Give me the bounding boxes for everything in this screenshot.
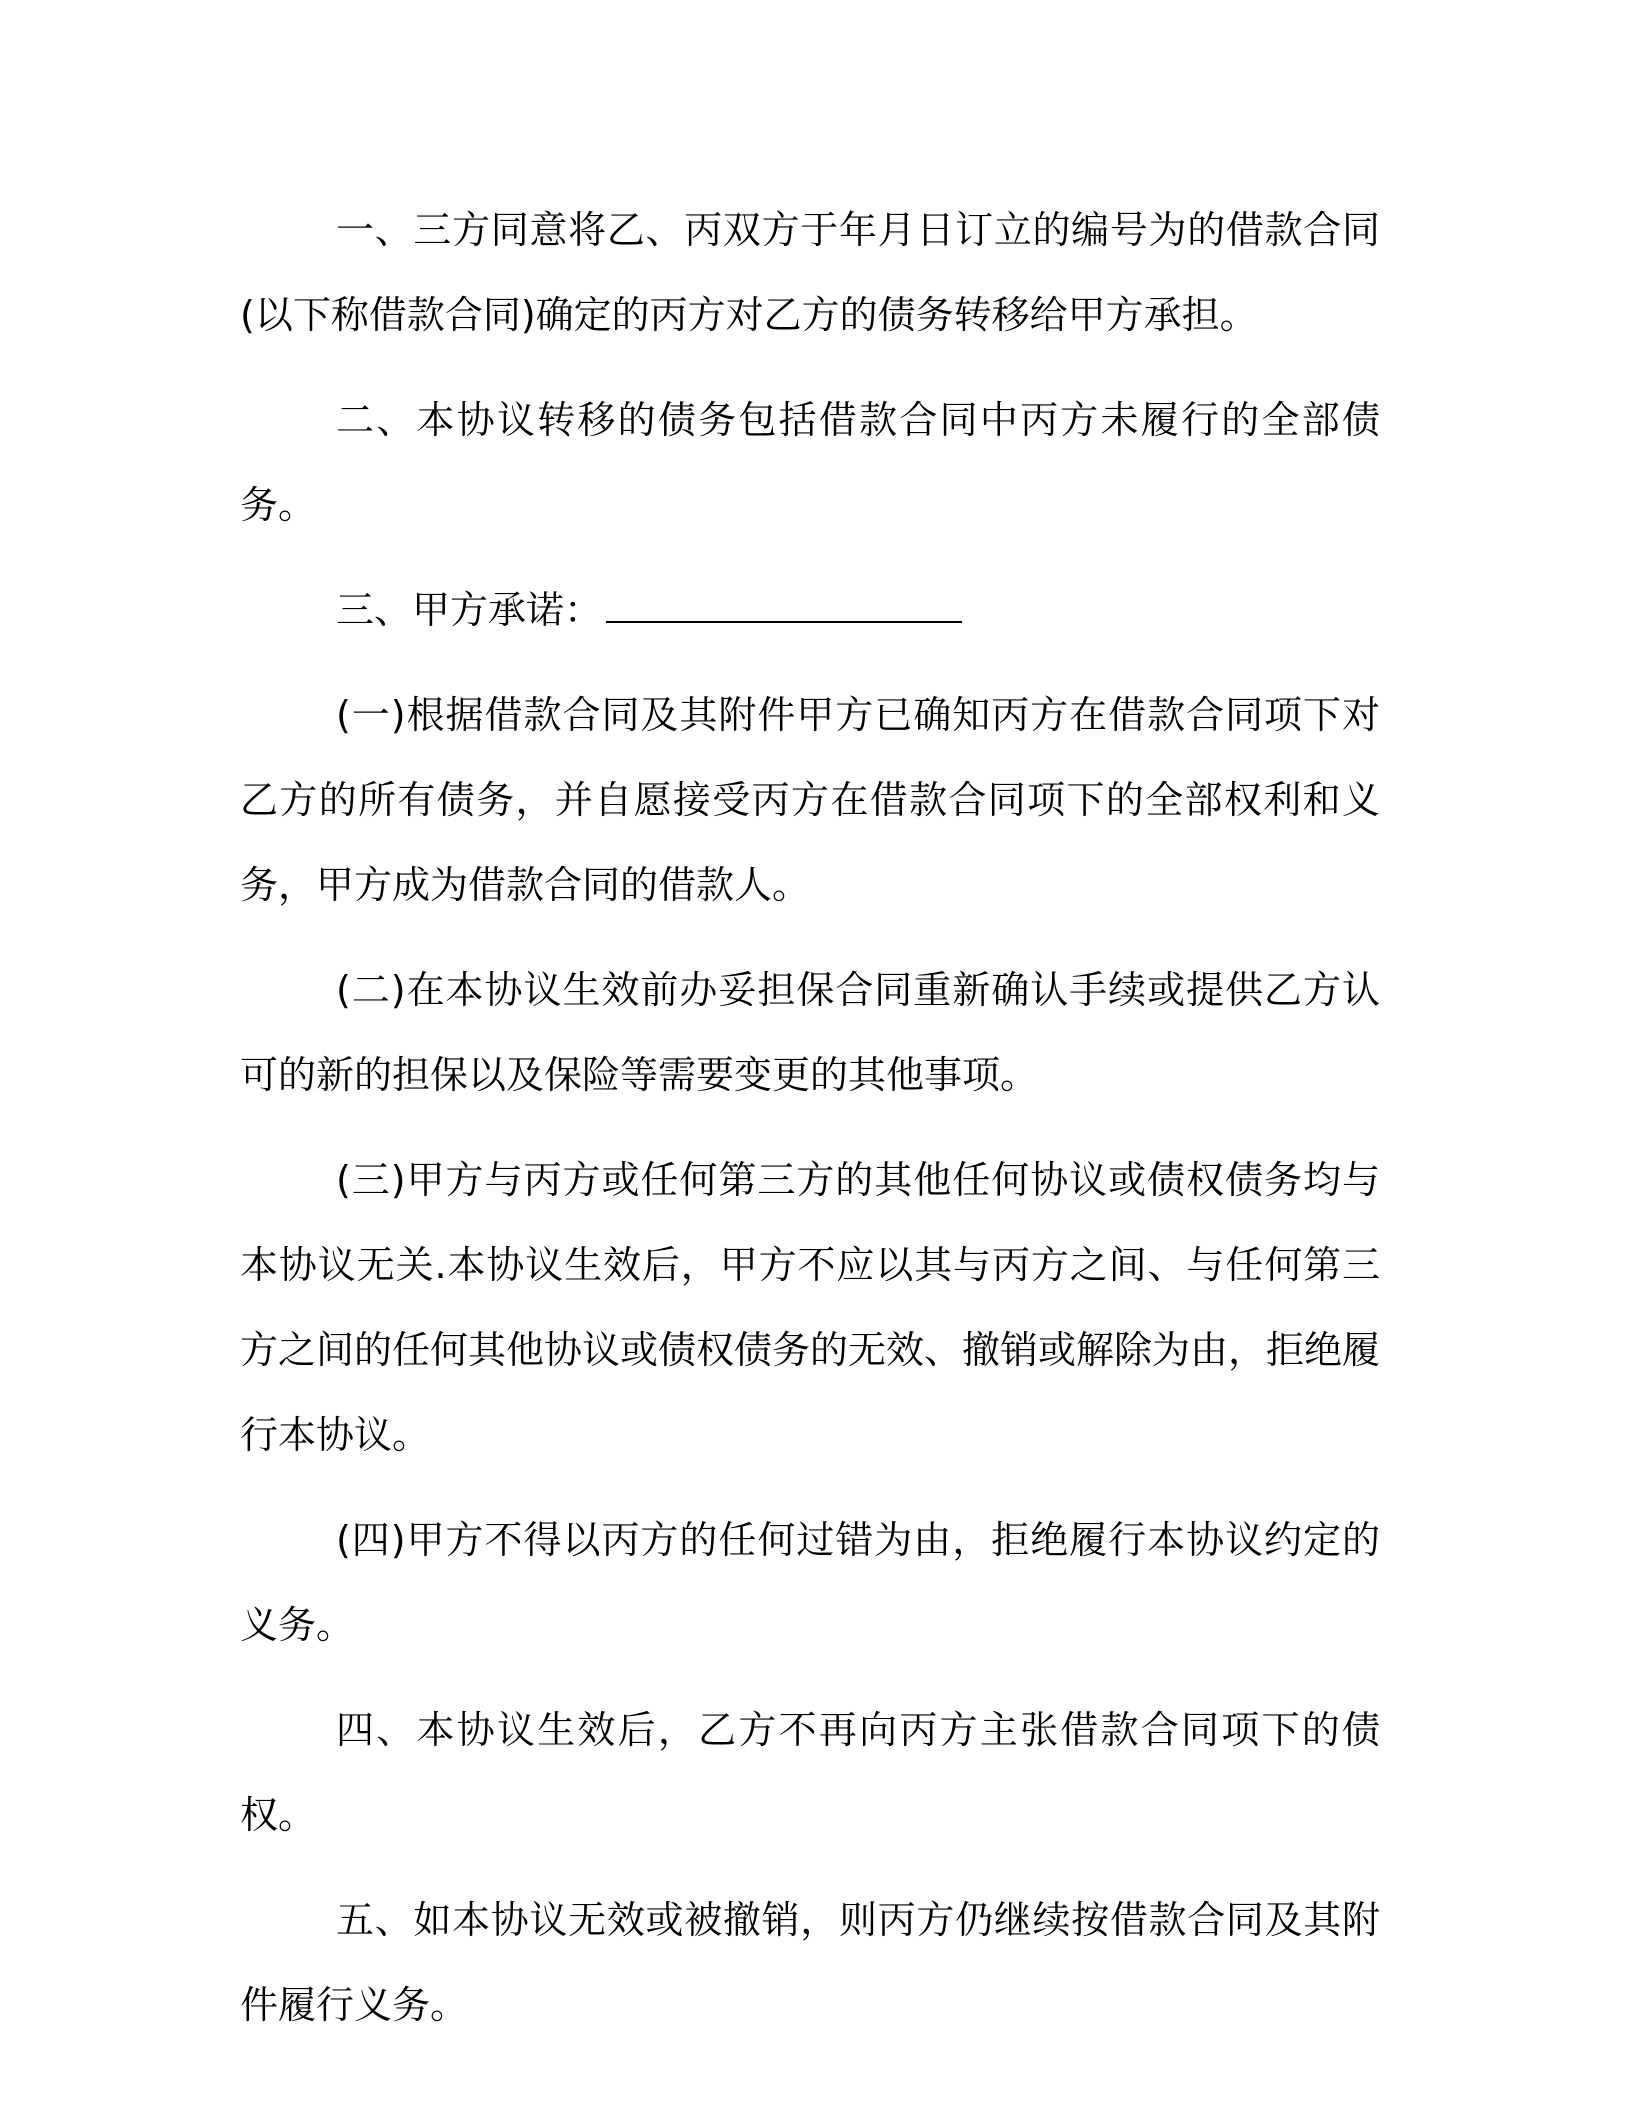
clause-3-text: 三、甲方承诺：: [336, 588, 603, 632]
clause-3-item-3: (三)甲方与丙方或任何第三方的其他任何协议或债权债务均与本协议无关.本协议生效后，甲方不应以其与丙方之间、与任何第三方之间的任何其他协议或债权债务的无效、撤销或解除为由，拒绝履行本协议。: [240, 1158, 1381, 1457]
clause-3-item-4: (四)甲方不得以丙方的任何过错为由，拒绝履行本协议约定的义务。: [240, 1518, 1380, 1647]
clause-1: 一、三方同意将乙、丙双方于年月日订立的编号为的借款合同(以下称借款合同)确定的丙方对乙方的债务转移给甲方承担。: [240, 208, 1380, 337]
clause-3-item-1: (一)根据借款合同及其附件甲方已确知丙方在借款合同项下对乙方的所有债务，并自愿接受丙方在借款合同项下的全部权利和义务，甲方成为借款合同的借款人。: [240, 693, 1380, 907]
clause-5: 五、如本协议无效或被撤销，则丙方仍继续按借款合同及其附件履行义务。: [240, 1898, 1380, 2027]
clause-3: [240, 568, 1380, 653]
fill-in-blank-line: [606, 591, 962, 623]
clause-3-item-2: (二)在本协议生效前办妥担保合同重新确认手续或提供乙方认可的新的担保以及保险等需要变更的其他事项。: [240, 968, 1380, 1097]
clause-4: 四、本协议生效后，乙方不再向丙方主张借款合同项下的债权。: [240, 1708, 1380, 1837]
document-body: [240, 188, 1380, 2048]
clause-2: 二、本协议转移的债务包括借款合同中丙方未履行的全部债务。: [240, 398, 1380, 527]
